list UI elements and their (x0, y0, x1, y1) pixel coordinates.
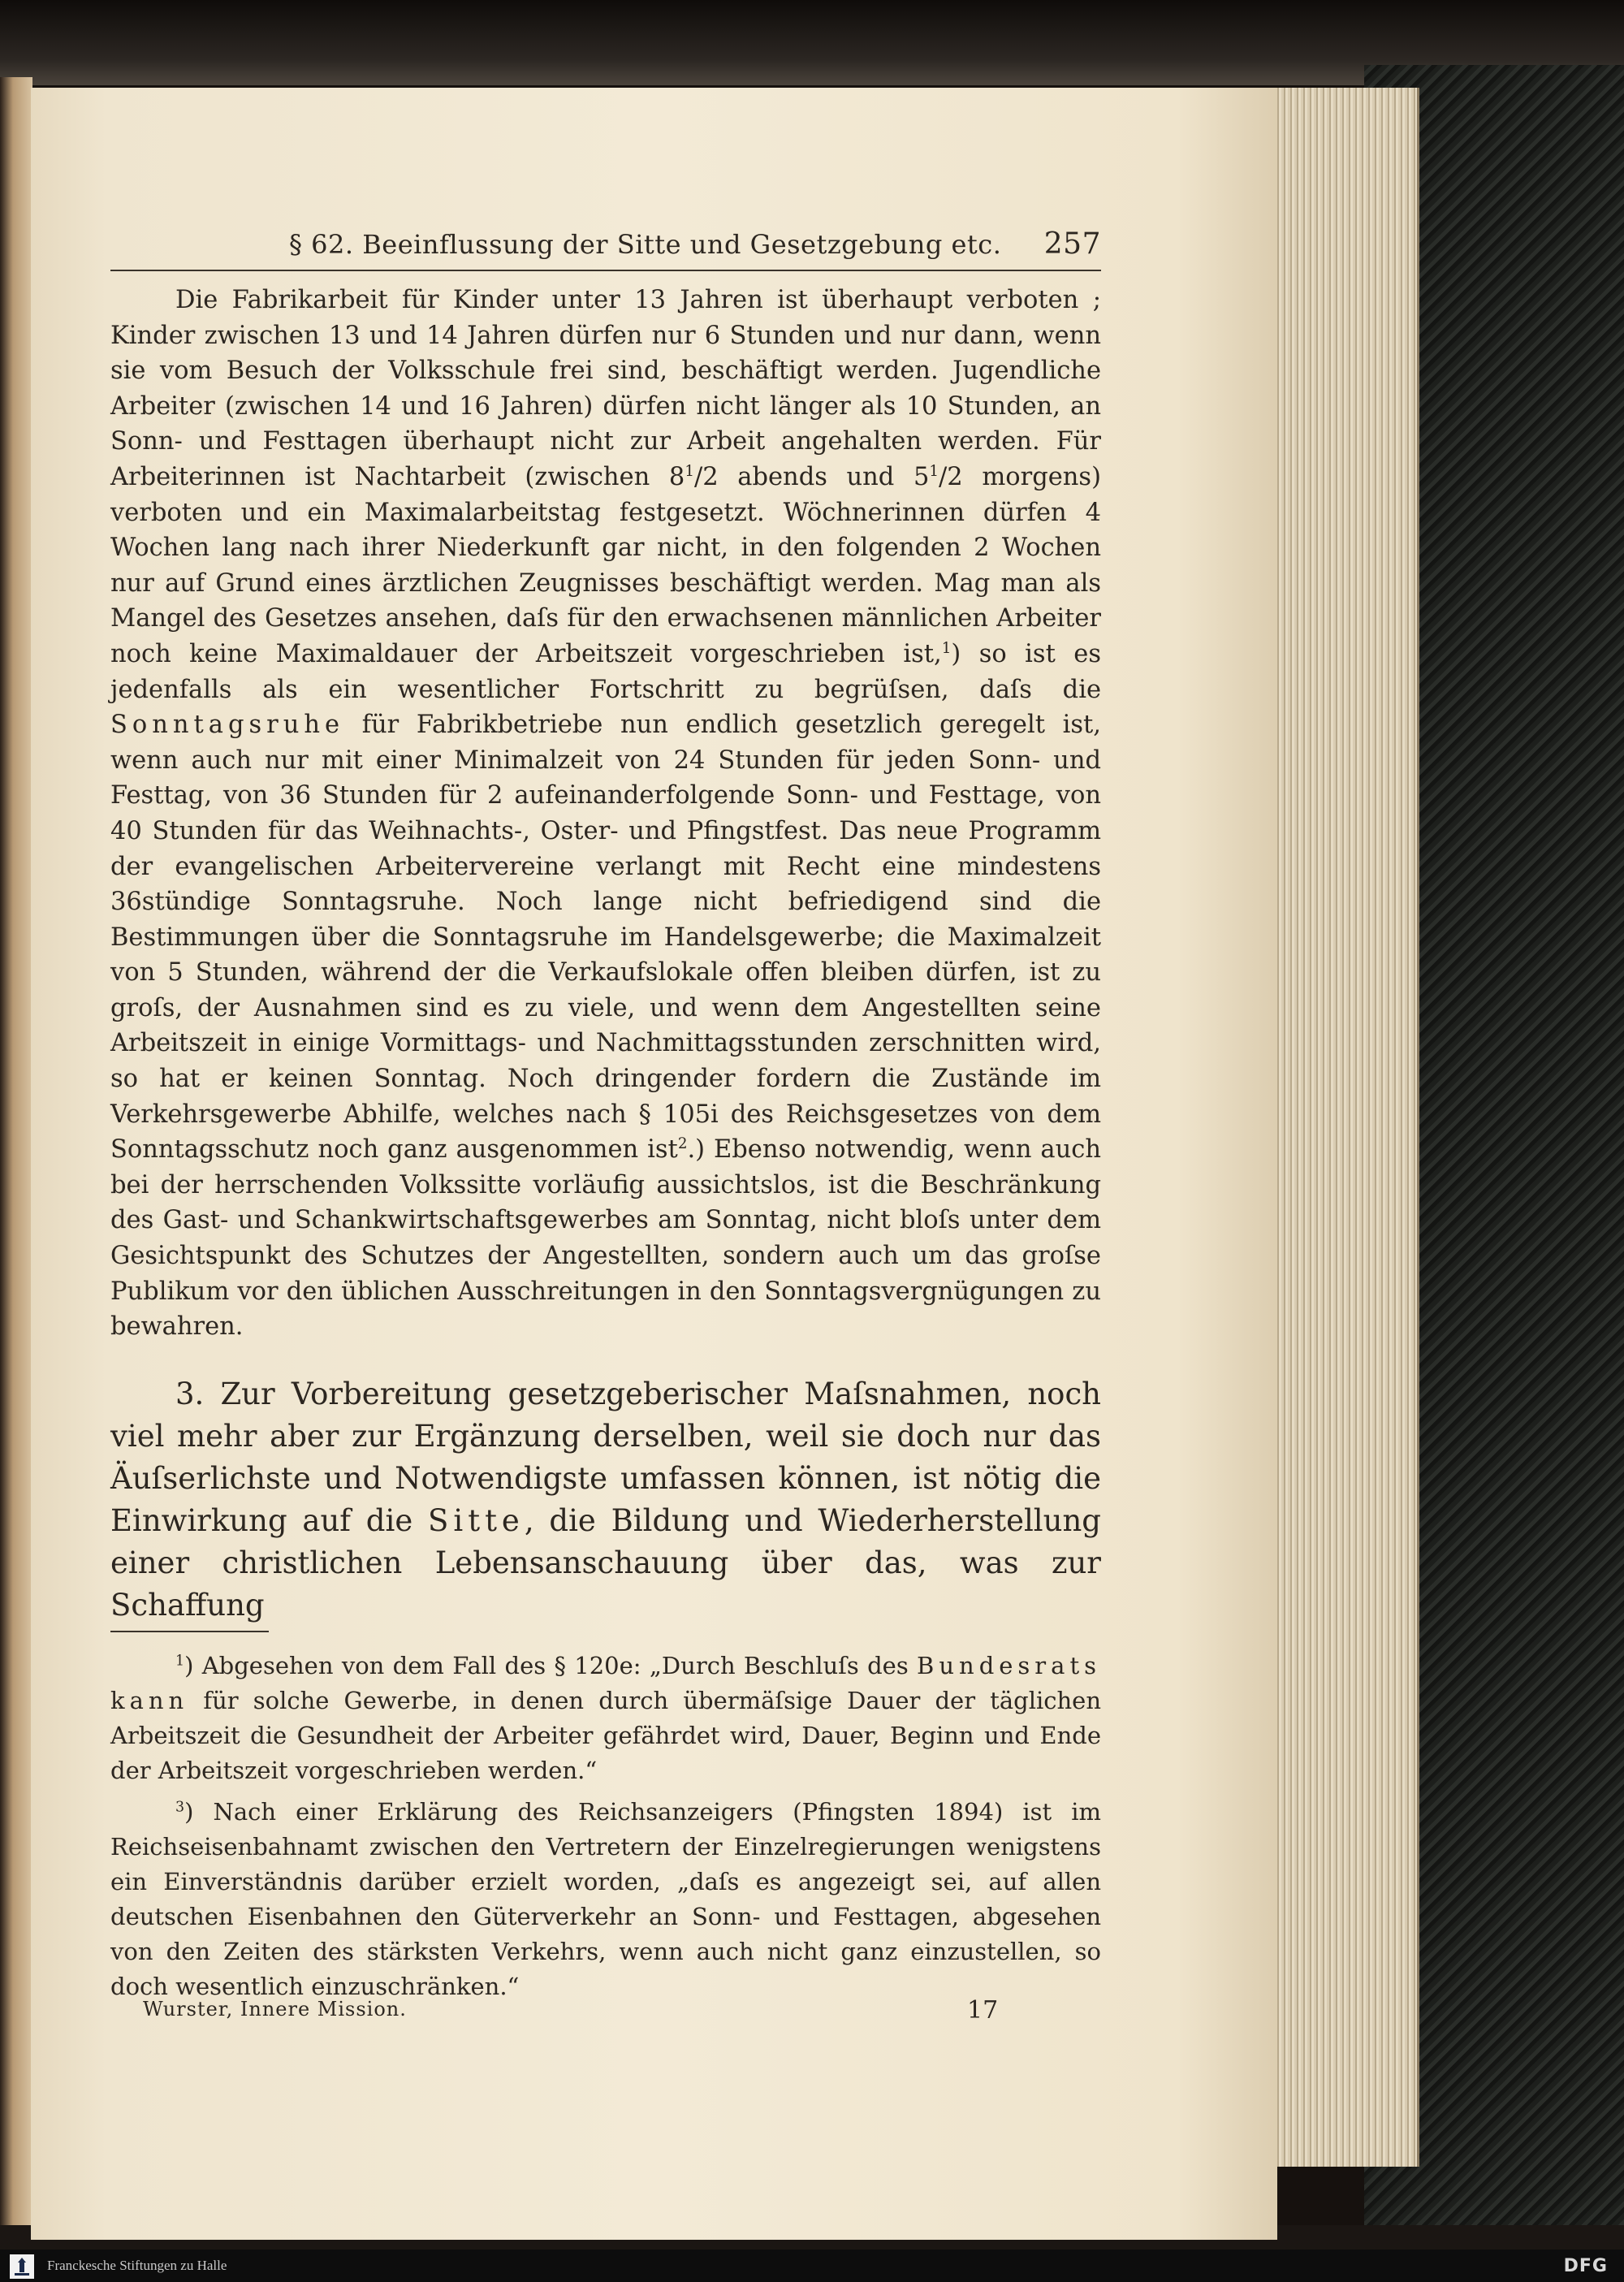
page-number: 257 (1043, 227, 1101, 261)
left-page-edge (0, 77, 32, 2237)
footnote-2: $^3$) Nach einer Erklärung des Reichsanzeigers (Pfingsten 1894) ist im Reichseisenbahnamt zwischen den Vertretern der Einzelregierungen wenigstens ein Einverständnis darüber erzielt worden, „daſs es angezeigt sei, auf allen deutschen Eisenbahnen den Güterverkehr an Sonn- und Festtagen, abgesehen von den Zeiten des stärksten Verkehrs, wenn auch nicht ganz einzustellen, so doch wesentlich einzuschränken.“ (110, 1798, 1101, 2000)
footnote-divider (110, 1631, 269, 1632)
emphasis-sitte: Sitte (428, 1503, 525, 1538)
running-head (110, 227, 1101, 271)
paragraph-1: Die Fabrikarbeit für Kinder unter 13 Jahren ist überhaupt verboten ; Kinder zwischen 13 und 14 Jahren dürfen nur 6 Stunden und nur dann, wenn sie vom Besuch der Volksschule frei sind, beschäftigt werden. Jugendliche Arbeiter (zwischen 14 und 16 Jahren) dürfen nicht länger als 10 Stunden, an Sonn- und Festtagen überhaupt nicht zur Arbeit angehalten werden. Für Arbeiterinnen ist Nachtarbeit (zwischen $8^1/2$ abends und $5^1/2$ morgens) verboten und ein Maximalarbeitstag festgesetzt. Wöchnerinnen dürfen 4 Wochen lang nach ihrer Niederkunft gar nicht, in den folgenden 2 Wochen nur auf Grund eines ärztlichen Zeugnisses beschäftigt werden. Mag man als Mangel des Gesetzes ansehen, daſs für den erwachsenen männlichen Arbeiter noch keine Maximaldauer der Arbeitszeit vorgeschrieben ist,$^1$) so ist es jedenfalls als ein wesentlicher Fortschritt zu begrüſsen, daſs die Sonntagsruhe für Fabrikbetriebe nun endlich gesetzlich geregelt ist, wenn auch nur mit einer Minimalzeit von 24 Stunden für jeden Sonn- und Festtag, von 36 Stunden für 2 aufeinanderfolgende Sonn- und Festtage, von 40 Stunden für das Weihnachts-, Oster- und Pfingstfest. Das neue Programm der evangelischen Arbeitervereine verlangt mit Recht eine mindestens 36stündige Sonntagsruhe. Noch lange nicht befriedigend sind die Bestimmungen über die Sonntagsruhe im Handelsgewerbe; die Maximalzeit von 5 Stunden, während der die Verkaufslokale offen bleiben dürfen, ist zu groſs, der Ausnahmen sind es zu viele, und wenn dem Angestellten seine Arbeitszeit in einige Vormittags- und Nachmittagsstunden zerschnitten wird, so hat er keinen Sonntag. Noch dringender fordern die Zustände im Verkehrsgewerbe Abhilfe, welches nach § 105i des Reichsgesetzes von dem Sonntagsschutz noch ganz ausgenommen ist$^2$.) Ebenso notwendig, wenn auch bei der herrschenden Volkssitte vorläufig aussichtslos, ist die Beschränkung des Gast- und Schankwirtschaftsgewerbes am Sonntag, nicht bloſs unter dem Gesichtspunkt des Schutzes der Angestellten, sondern auch um das groſse Publikum vor den üblichen Ausschreitungen in den Sonntagsvergnügungen zu bewahren. (110, 286, 1101, 1342)
page-block-edges (1275, 88, 1419, 2167)
body-text (110, 283, 1101, 1345)
signature-line: Wurster, Innere Mission. (143, 1998, 407, 2021)
emphasis-sonntagsruhe: Sonntagsruhe (110, 711, 345, 740)
footnote-1: $^1$) Abgesehen von dem Fall des § 120e: „Durch Beschluſs des Bundesrats kann für solche Gewerbe, in denen durch übermäſsige Dauer der täglichen Arbeitszeit die Gesundheit der Arbeiter gefährdet wird, Dauer, Beginn und Ende der Arbeitszeit vorgeschrieben werden.“ (110, 1652, 1101, 1784)
institution-name: Franckesche Stiftungen zu Halle (47, 2258, 227, 2273)
section-3-paragraph: 3. Zur Vorbereitung gesetzgeberischer Maſsnahmen, noch viel mehr aber zur Ergänzung derselben, weil sie doch nur das Äuſserlichste und Notwendigste umfassen können, ist nötig die Einwirkung auf die Sitte, die Bildung und Wiederherstellung einer christlichen Lebensanschauung über das, was zur Schaffung (110, 1377, 1101, 1623)
footer-bar (0, 2250, 1624, 2282)
footnotes (110, 1649, 1101, 2011)
page-title: § 62. Beeinflussung der Sitte und Gesetzgebung etc. (289, 229, 1002, 260)
book-page (31, 88, 1277, 2240)
footnote-ref-1: 1 (941, 639, 952, 657)
institution-logo-icon (10, 2254, 34, 2279)
dfg-logo: DFG (1563, 2256, 1608, 2276)
sheet-number: 17 (967, 1996, 999, 2025)
footnote-ref-2: 2 (677, 1135, 688, 1153)
